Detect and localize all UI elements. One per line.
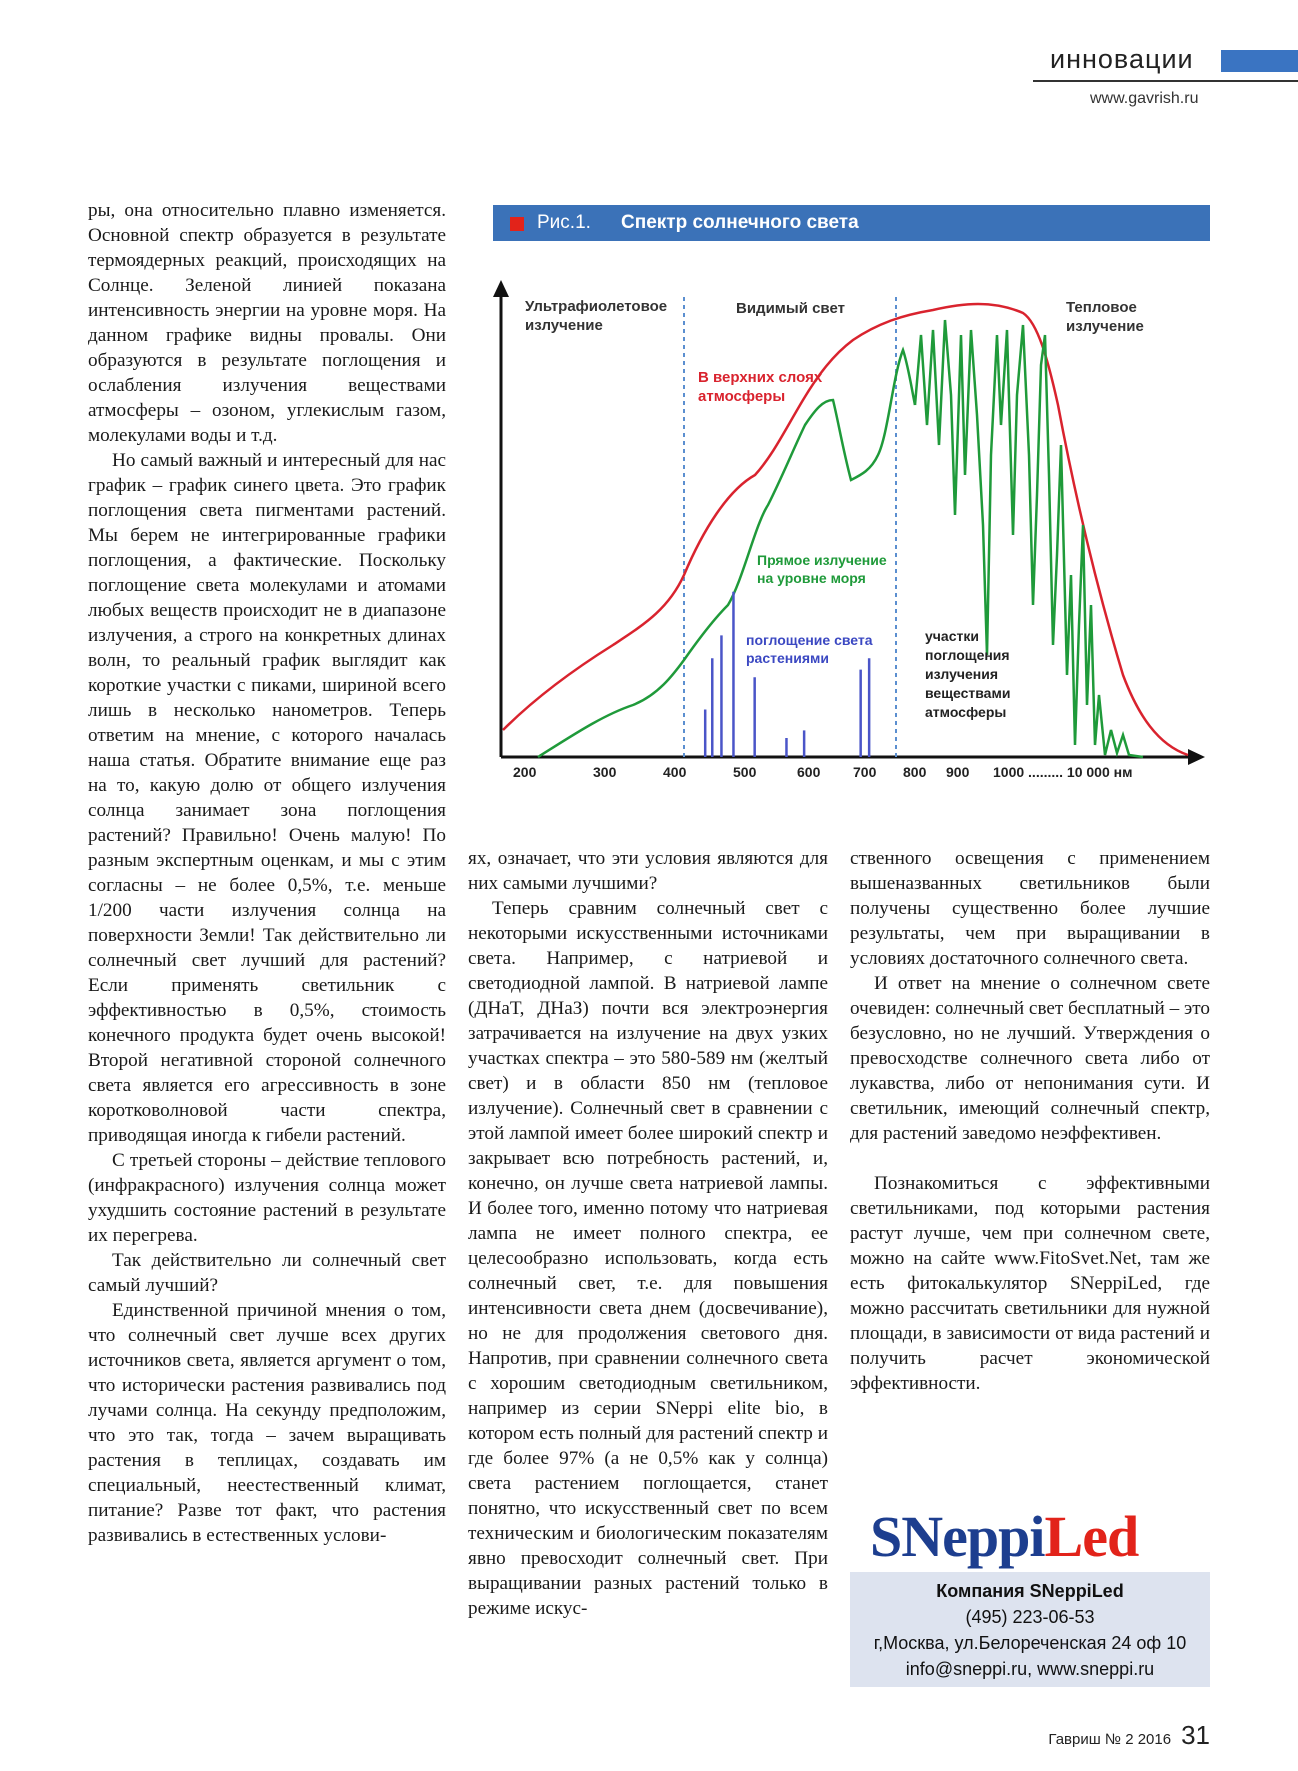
- label-upper-line1: В верхних слоях: [698, 369, 823, 386]
- label-thermal-line1: Тепловое: [1066, 299, 1137, 316]
- contact-address: г,Москва, ул.Белореченская 24 оф 10: [873, 1633, 1187, 1653]
- paragraph: ях, означает, что эти условия являются для них самыми лучшими?: [468, 848, 828, 894]
- paragraph: И ответ на мнение о солнечном свете очевиден: солнечный свет бесплатный – это безусловно, но не лучший. Утверждения о превосходстве солнечного света либо от лукавства, либо от непонимания сути. И светильник, имеющий солнечный спектр, для растений заведомо неэффективен.: [850, 973, 1210, 1144]
- x-tick-label: 800: [903, 764, 927, 780]
- contact-web[interactable]: info@sneppi.ru, www.sneppi.ru: [905, 1659, 1155, 1679]
- x-tick-label: 200: [513, 764, 537, 780]
- label-uv-line1: Ультрафиолетовое: [525, 298, 668, 315]
- paragraph: Единственной причиной мнения о том, что солнечный свет лучше всех других источников света, является аргумент о том, что исторически растения развивались под лучами солнца. На секунду предположим, что это так, тогда – зачем выращивать растения в теплицах, создавать им специальный, неестественный климат, питание? Разве тот факт, что растения развивались в естественных услови-: [88, 1300, 446, 1546]
- label-atm-line5: атмосферы: [925, 704, 1007, 720]
- x-tick-label: 500: [733, 764, 757, 780]
- x-tick-label: 400: [663, 764, 687, 780]
- sneppiled-logo: [870, 1505, 1138, 1569]
- figure-label: Рис.1.: [537, 212, 591, 233]
- x-axis-arrow-icon: [1188, 749, 1205, 765]
- x-tick-label: 300: [593, 764, 617, 780]
- x-tick-labels: [513, 764, 1132, 780]
- label-direct-line1: Прямое излучение: [757, 552, 887, 568]
- logo-part-2: Led: [1044, 1504, 1139, 1569]
- page-number: 31: [1181, 1720, 1210, 1750]
- label-thermal-line2: излучение: [1066, 318, 1144, 335]
- paragraph: ры, она относительно плавно изменяется. Основной спектр образуется в результате термоядерных реакций, происходящих на Солнце. Зеленой линией показана интенсивность энергии на уровне моря. На данном графике видны провалы. Они образуются в результате поглощения и ослабления излучения веществами атмосферы – озоном, углекислым газом, молекулами воды и т.д.: [88, 200, 446, 446]
- page-footer: [1048, 1720, 1210, 1751]
- contact-company: Компания SNeppiLed: [936, 1581, 1124, 1601]
- x-tick-label: 1000 ......... 10 000 нм: [993, 764, 1133, 780]
- label-absorb-line1: поглощение света: [746, 632, 873, 648]
- label-absorb-line2: растениями: [746, 650, 829, 666]
- x-tick-label: 700: [853, 764, 877, 780]
- label-atm-line4: веществами: [925, 685, 1011, 701]
- paragraph: С третьей стороны – действие теплового (инфракрасного) излучения солнца может ухудшить состояние растений в результате их перегрева.: [88, 1150, 446, 1246]
- section-rule: [1033, 80, 1298, 82]
- label-atm-line2: поглощения: [925, 647, 1010, 663]
- logo-part-1: SNeppi: [870, 1504, 1045, 1569]
- figure-header: [493, 205, 1210, 241]
- figure-title: Спектр солнечного света: [621, 212, 859, 233]
- series-upper-atmosphere: [503, 304, 1188, 755]
- label-direct-line2: на уровне моря: [757, 570, 866, 586]
- label-upper-line2: атмосферы: [698, 388, 786, 405]
- contact-phone: (495) 223-06-53: [965, 1607, 1095, 1627]
- plant-absorption-peaks: [705, 592, 869, 757]
- x-tick-label: 600: [797, 764, 821, 780]
- contact-box: [850, 1572, 1210, 1687]
- label-atm-line1: участки: [925, 628, 979, 644]
- paragraph: Так действительно ли солнечный свет самый лучший?: [88, 1250, 446, 1296]
- y-axis-arrow-icon: [493, 280, 509, 297]
- magazine-issue: Гавриш № 2 2016: [1048, 1731, 1172, 1748]
- solar-spectrum-chart: [493, 275, 1210, 795]
- red-square-icon: [510, 217, 524, 231]
- site-url[interactable]: www.gavrish.ru: [1090, 90, 1199, 107]
- text-column-1: [88, 198, 446, 1548]
- paragraph: Но самый важный и интересный для нас график – график синего цвета. Это график поглощения света пигментами растений. Мы берем не интегрированные графики поглощения, а фактические. Поскольку поглощение света молекулами и атомами любых веществ происходит не в диапазоне излучения, а строго на конкретных длинах волн, то реальный график выглядит как короткие участки с пиками, шириной всего лишь в несколько нанометров. Теперь ответим на мнение, с которого началась наша статья. Обратите внимание еще раз на то, какую долю от общего излучения солнца занимает зона поглощения растений? Правильно! Очень малую! По разным экспертным оценкам, и мы с этим согласны – не более 0,5%, т.е. меньше 1/200 части излучения солнца на поверхности Земли! Так действительно ли солнечный свет лучший для растений? Если применять светильник с эффективностью в 0,5%, стоимость конечного продукта будет очень высокой! Второй негативной стороной солнечного света является его агрессивность в зоне коротковолновой части спектра, приводящая иногда к гибели растений.: [88, 450, 446, 1146]
- section-accent-bar: [1221, 50, 1298, 72]
- paragraph: ственного освещения с применением вышеназванных светильников были получены существенно более лучшие результаты, чем при выращивании в условиях достаточного солнечного света.: [850, 848, 1210, 969]
- paragraph: Теперь сравним солнечный свет с некоторыми искусственными источниками света. Например, с натриевой и светодиодной лампой. В натриевой лампе (ДНаТ, ДНаЗ) почти вся электроэнергия затрачивается на излучение на двух узких участках спектра – это 580-589 нм (желтый свет) и в области 850 нм (тепловое излучение). Солнечный свет в сравнении с этой лампой имеет более широкий спектр и закрывает всю потребность растений, и, конечно, он лучше света натриевой лампы. И более того, именно потому что натриевая лампа не имеет полного спектра, ее целесообразно использовать, когда есть солнечный свет, т.е. для повышения интенсивности света днем (досвечивание), но не для продолжения светового дня. Напротив, при сравнении солнечного света с хорошим светодиодным светильником, например из серии SNeppi elite bio, в котором есть полный для растений спектр и где более 97% (а не 0,5% как у солнца) света растением поглощается, станет понятно, что искусственный свет по всем техническим и биологическим показателям явно превосходит солнечный свет. При выращивании разных растений только в режиме искус-: [468, 898, 828, 1619]
- x-tick-label: 900: [946, 764, 970, 780]
- label-visible: Видимый свет: [736, 300, 845, 317]
- paragraph: Познакомиться с эффективными светильниками, под которыми растения растут лучше, чем при солнечном свете, можно на сайте www.FitoSvet.Net, там же есть фитокалькулятор SNeppiLed, где можно рассчитать светильники для нужной площади, в зависимости от вида растений и получить расчет экономической эффективности.: [850, 1173, 1210, 1394]
- text-column-2: [468, 846, 828, 1621]
- text-column-3: [850, 846, 1210, 1396]
- label-uv-line2: излучение: [525, 317, 603, 334]
- label-atm-line3: излучения: [925, 666, 999, 682]
- section-label: инновации: [1050, 44, 1194, 74]
